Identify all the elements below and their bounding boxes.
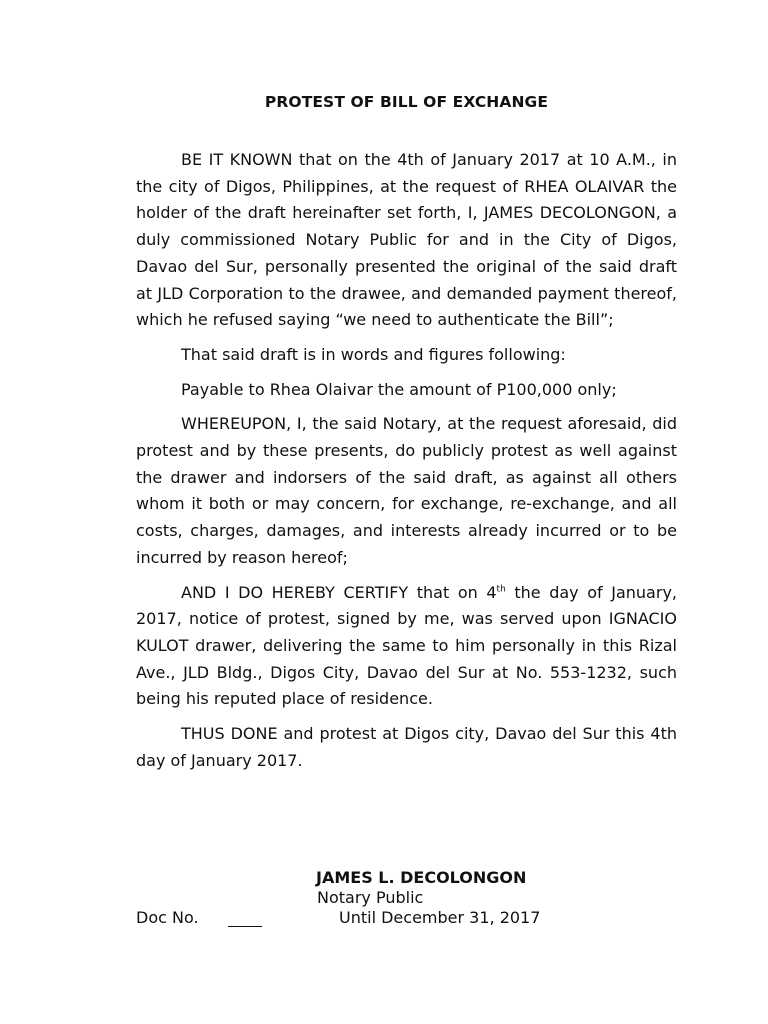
certify-text-start: AND I DO HEREBY CERTIFY that on 4 [181,582,497,602]
doc-no-label: Doc No. [136,908,199,927]
paragraph-payable: Payable to Rhea Olaivar the amount of P100,000 only; [181,379,617,399]
paragraph-whereupon: WHEREUPON, I, the said Notary, at the request aforesaid, did protest and by these presents, do publicly protest as well against the drawer and indorsers of the said draft, as against all others whom it both or may concern, for exchange, re-exchange, and all costs, charges, damages, and interests already incurred or to be incurred by reason hereof; [136,414,677,567]
paragraph-draft-words: That said draft is in words and figures following: [181,344,566,364]
commission-expiry: Until December 31, 2017 [339,908,541,927]
paragraph-certify [136,580,677,714]
certify-superscript: th [496,584,506,595]
doc-no-blank-line [228,926,262,927]
document-title: PROTEST OF BILL OF EXCHANGE [264,93,549,111]
notary-name: JAMES L. DECOLONGON [316,868,527,887]
paragraph-thus-done: THUS DONE and protest at Digos city, Davao del Sur this 4th day of January 2017. [136,724,677,770]
paragraph-be-it-known: BE IT KNOWN that on the 4th of January 2017 at 10 A.M., in the city of Digos, Philippines, at the request of RHEA OLAIVAR the holder of the draft hereinafter set forth, I, JAMES DECOLONGON, a duly commissioned Notary Public for and in the City of Digos, Davao del Sur, personally presented the original of the said draft at JLD Corporation to the drawee, and demanded payment thereof, which he refused saying “we need to authenticate the Bill”; [136,150,677,330]
document-body [136,147,677,774]
certify-text-end: the day of January, 2017, notice of protest, signed by me, was served upon IGNACIO KULOT drawer, delivering the same to him personally in this Rizal Ave., JLD Bldg., Digos City, Davao del Sur at No. 553-1232, such being his reputed place of residence. [136,582,677,709]
notary-title: Notary Public [317,888,424,907]
